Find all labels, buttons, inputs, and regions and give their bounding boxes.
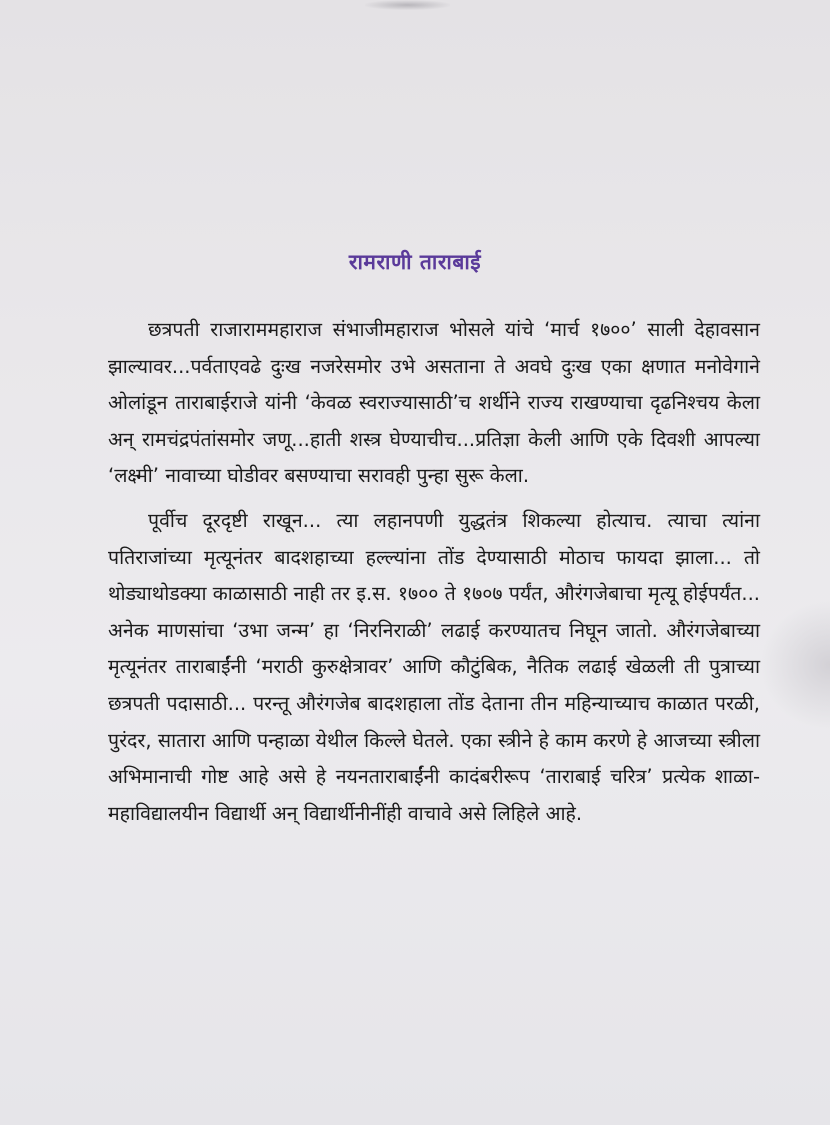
page-title: रामराणी ताराबाई [348,250,482,274]
paragraph-1: छत्रपती राजाराममहाराज संभाजीमहाराज भोसले यांचे ‘मार्च १७००’ साली देहावसान झाल्यावर...पर्वताएवढे दुःख नजरेसमोर उभे असताना ते अवघे दुःख एका क्षणात मनोवेगाने ओलांडून ताराबाईराजे यांनी ‘केवळ स्वराज्यासाठी’च शर्थीने राज्य राखण्याचा दृढनिश्चय केला अन् रामचंद्रपंतांसमोर जणू...हाती शस्त्र घेण्याचीच...प्रतिज्ञा केली आणि एके दिवशी आपल्या ‘लक्ष्मी’ नावाच्या घोडीवर बसण्याचा सरावही पुन्हा सुरू केला. [108,318,760,488]
print-smudge-top [365,0,450,10]
blurb-text [108,312,760,832]
paragraph-2: पूर्वीच दूरदृष्टी राखून... त्या लहानपणी युद्धतंत्र शिकल्या होत्याच. त्याचा त्यांना पतिराजांच्या मृत्यूनंतर बादशहाच्या हल्ल्यांना तोंड देण्यासाठी मोठाच फायदा झाला... तो थोड्याथोडक्या काळासाठी नाही तर इ.स. १७०० ते १७०७ पर्यंत, औरंगजेबाचा मृत्यू होईपर्यंत... अनेक माणसांचा ‘उभा जन्म’ हा ‘निरनिराळी’ लढाई करण्यातच निघून जातो. औरंगजेबाच्या मृत्यूनंतर ताराबाईंनी ‘मराठी कुरुक्षेत्रावर’ आणि कौटुंबिक, नैतिक लढाई खेळली ती पुत्राच्या छत्रपती पदासाठी... परन्तू औरंगजेब बादशहाला तोंड देताना तीन महिन्याच्याच काळात परळी, पुरंदर, सातारा आणि पन्हाळा येथील किल्ले घेतले. एका स्त्रीने हे काम करणे हे आजच्या स्त्रीला अभिमानाची गोष्ट आहे असे हे नयनताराबाईंनी कादंबरीरूप ‘ताराबाई चरित्र’ प्रत्येक शाळा-महाविद्यालयीन विद्यार्थी अन् विद्यार्थीनीनींही वाचावे असे लिहिले आहे. [108,508,760,825]
print-smudge-right [760,600,830,730]
